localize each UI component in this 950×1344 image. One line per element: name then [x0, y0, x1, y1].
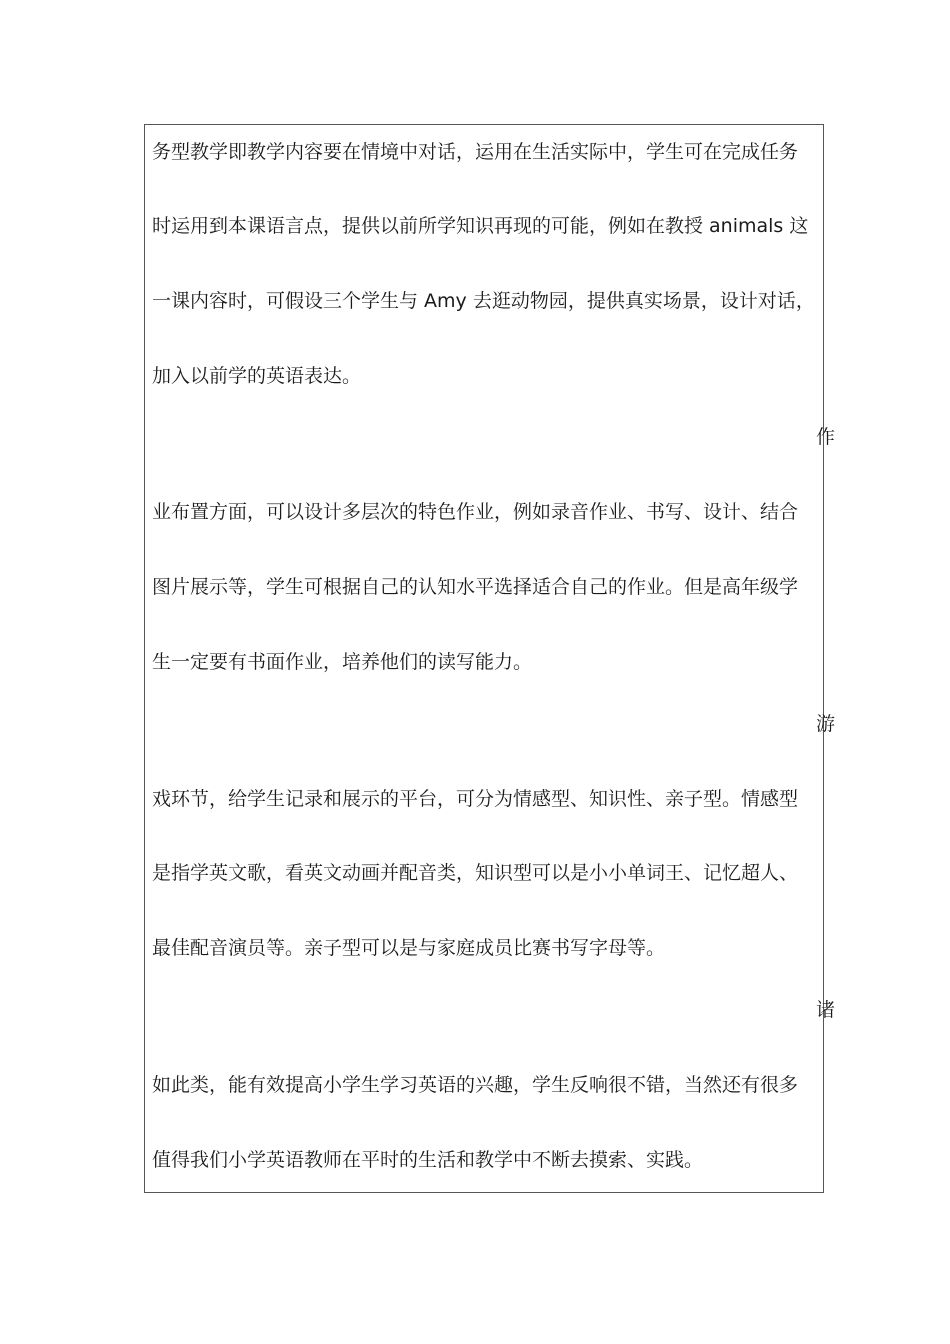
paragraph-line: 业布置方面，可以设计多层次的特色作业，例如录音作业、书写、设计、结合: [152, 501, 799, 523]
paragraph-line: 值得我们小学英语教师在平时的生活和教学中不断去摸索、实践。: [152, 1149, 704, 1171]
paragraph-line: 戏环节，给学生记录和展示的平台，可分为情感型、知识性、亲子型。情感型: [152, 788, 799, 810]
paragraph-line: 是指学英文歌，看英文动画并配音类，知识型可以是小小单词王、记忆超人、: [152, 862, 799, 884]
paragraph-line: 最佳配音演员等。亲子型可以是与家庭成员比赛书写字母等。: [152, 937, 666, 959]
paragraph-line: 图片展示等，学生可根据自己的认知水平选择适合自己的作业。但是高年级学: [152, 576, 799, 598]
paragraph-line: 生一定要有书面作业，培养他们的读写能力。: [152, 651, 533, 673]
paragraph-line: 时运用到本课语言点，提供以前所学知识再现的可能，例如在教授 animals 这: [152, 215, 809, 237]
paragraph-line: 加入以前学的英语表达。: [152, 365, 362, 387]
paragraph-line: 务型教学即教学内容要在情境中对话，运用在生活实际中，学生可在完成任务: [152, 141, 799, 163]
paragraph-line: 如此类，能有效提高小学生学习英语的兴趣，学生反响很不错，当然还有很多: [152, 1074, 799, 1096]
paragraph-start-char: 诸: [816, 999, 836, 1021]
paragraph-start-char: 作: [816, 426, 836, 448]
paragraph-start-char: 游: [816, 713, 836, 735]
paragraph-line: 一课内容时，可假设三个学生与 Amy 去逛动物园，提供真实场景，设计对话，: [152, 290, 815, 312]
